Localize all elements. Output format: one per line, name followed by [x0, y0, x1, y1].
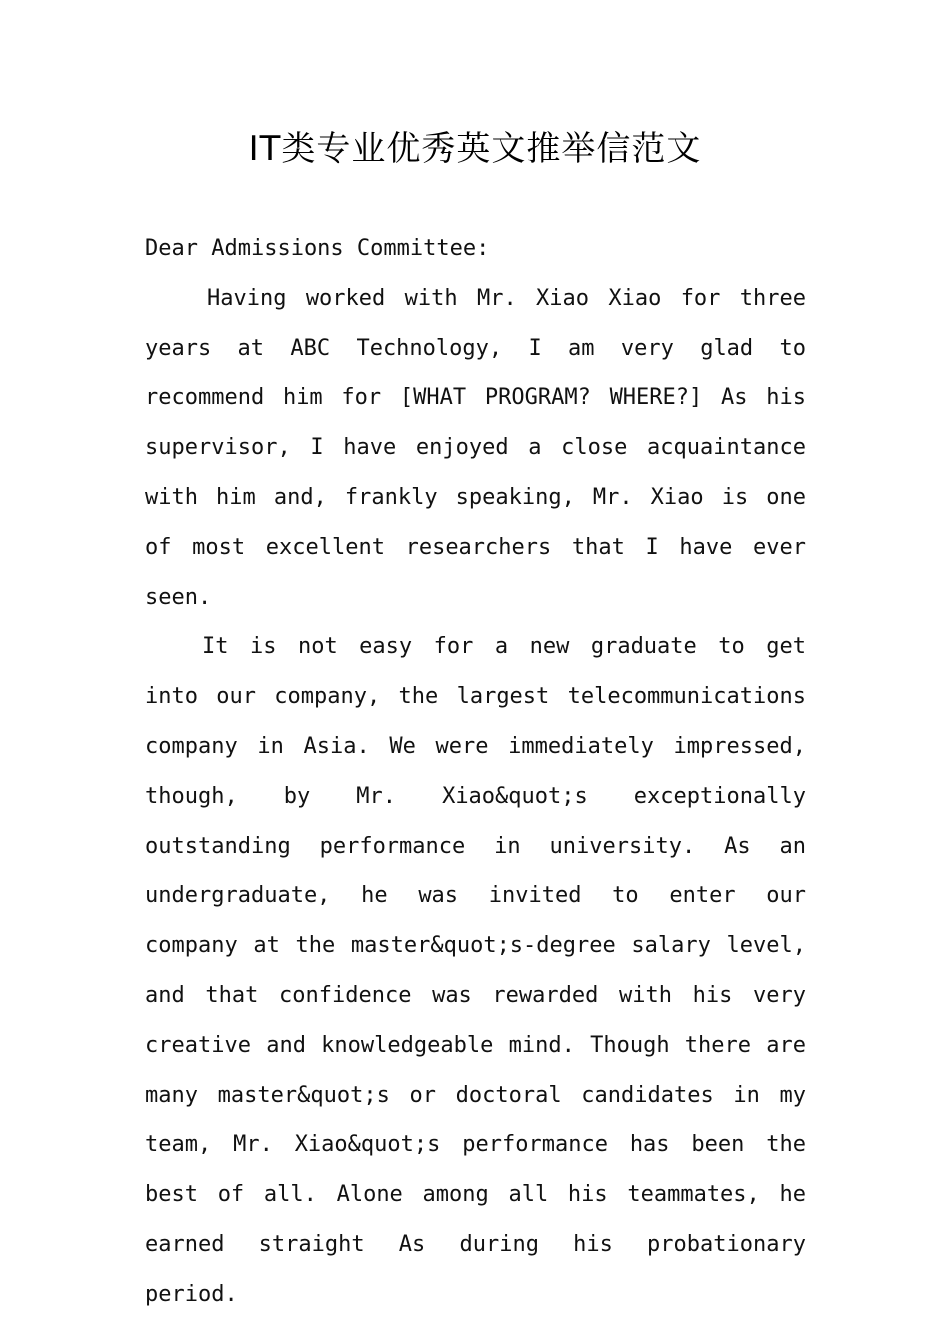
- letter-body: [145, 224, 806, 1320]
- paragraph-1: Having worked with Mr. Xiao Xiao for three years at ABC Technology, I am very glad to recommend him for [WHAT PROGRAM? WHERE?] As his supervisor, I have enjoyed a close acquaintance with him and, frankly speaking, Mr. Xiao is one of most excellent researchers that I have ever seen.: [145, 285, 806, 610]
- document-title: IT类专业优秀英文推举信范文: [248, 129, 702, 169]
- salutation: Dear Admissions Committee:: [145, 236, 490, 261]
- paragraph-2: It is not easy for a new graduate to get into our company, the largest telecommunications company in Asia. We were immediately impressed, though, by Mr. Xiao&quot;s exceptionally outstanding performance in university. As an undergraduate, he was invited to enter our company at the master&quot;s-degree salary level, and that confidence was rewarded with his very creative and knowledgeable mind. Though there are many master&quot;s or doctoral candidates in my team, Mr. Xiao&quot;s performance has been the best of all. Alone among all his teammates, he earned straight As during his probationary period.: [145, 634, 807, 1307]
